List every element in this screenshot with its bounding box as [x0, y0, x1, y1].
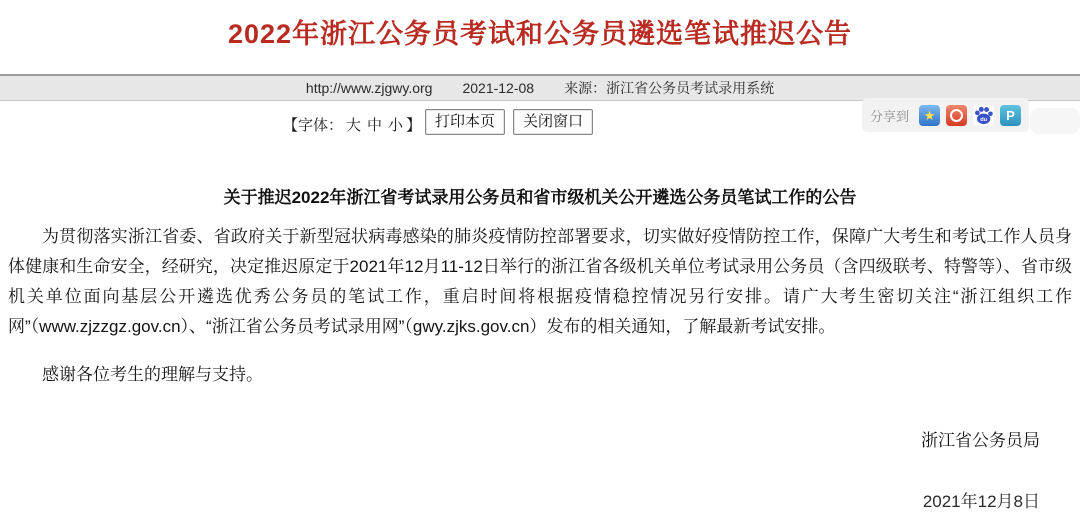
meta-bar	[0, 74, 1080, 101]
source-url: http://www.zjgwy.org	[305, 80, 433, 96]
article-thanks-line: 感谢各位考生的理解与支持。	[42, 365, 263, 384]
font-label-suffix: 】	[406, 117, 422, 134]
share-panel	[862, 98, 1029, 132]
close-window-button[interactable]: 关闭窗口	[513, 109, 593, 135]
page-title: 2022年浙江公务员考试和公务员遴选笔试推迟公告	[227, 19, 853, 49]
signature-date: 2021年12月8日	[922, 492, 1040, 511]
toolbar	[0, 106, 1080, 144]
pengyou-share-icon[interactable]: P	[1000, 105, 1021, 126]
print-page-button[interactable]: 打印本页	[425, 109, 505, 135]
source-label: 来源：浙江省公务员考试录用系统	[564, 80, 775, 96]
font-size-medium[interactable]: 中	[367, 117, 383, 134]
baidu-paw-glyph	[973, 105, 994, 126]
weibo-eye-glyph	[950, 109, 963, 122]
share-bubble-tail	[1030, 108, 1080, 134]
svg-text:du: du	[980, 116, 988, 123]
weibo-share-icon[interactable]	[946, 105, 967, 126]
baidu-paw-share-icon[interactable]	[973, 105, 994, 126]
article-paragraph: 为贯彻落实浙江省委、省政府关于新型冠状病毒感染的肺炎疫情防控部署要求，切实做好疫情防控工作，保障广大考生和考试工作人员身体健康和生命安全，经研究，决定推迟原定于2021年12月11-12日举行的浙江省各级机关单位考试录用公务员（含四级联考、特警等）、省市级机关单位面向基层公开遴选优秀公务员的笔试工作，重启时间将根据疫情稳控情况另行安排。请广大考生密切关注“浙江组织工作网”（www.zjzzgz.gov.cn）、“浙江省公务员考试录用网”（gwy.zjks.gov.cn）发布的相关通知，了解最新考试安排。	[8, 227, 1072, 336]
article-body	[8, 222, 1072, 390]
font-label-prefix: 【字体：	[283, 117, 344, 134]
article-heading: 关于推迟2022年浙江省考试录用公务员和省市级机关公开遴选公务员笔试工作的公告	[223, 188, 857, 207]
signature-org: 浙江省公务员局	[921, 431, 1040, 450]
publish-date: 2021-12-08	[462, 80, 535, 96]
qzone-share-icon[interactable]: ★	[919, 105, 940, 126]
share-to-label: 分享到	[870, 108, 910, 124]
font-size-large[interactable]: 大	[346, 117, 362, 134]
font-size-control	[283, 114, 421, 135]
font-size-small[interactable]: 小	[388, 117, 404, 134]
